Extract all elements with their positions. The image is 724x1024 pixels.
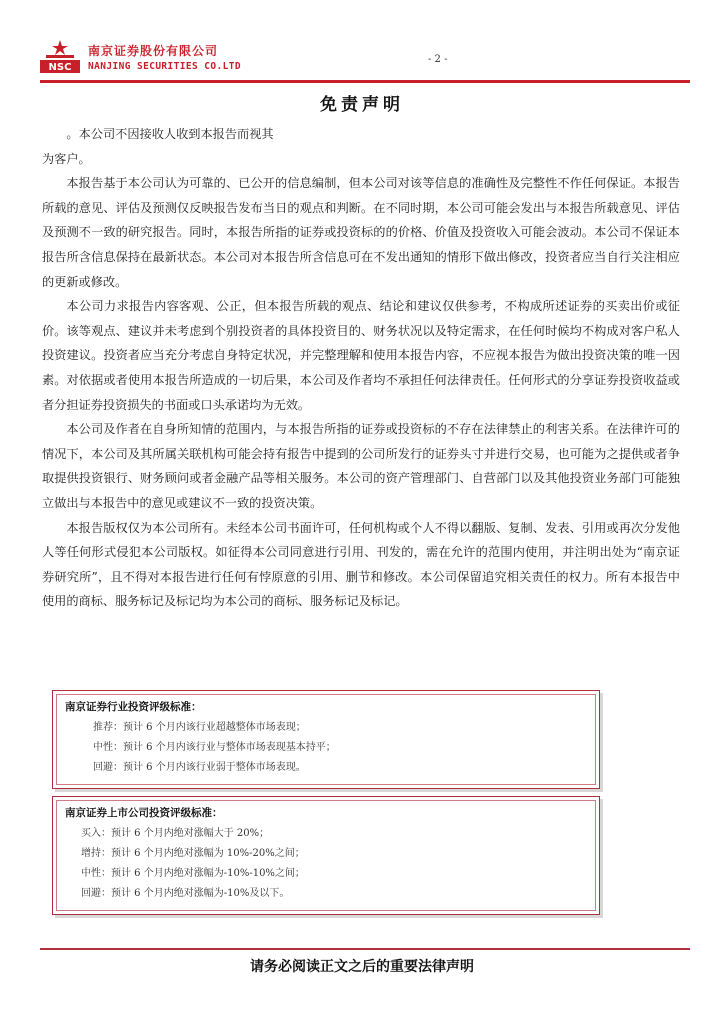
industry-rating-title: 南京证券行业投资评级标准：	[65, 701, 202, 713]
company-name-cn: 南京证券股份有限公司	[88, 44, 219, 58]
industry-rating-box	[52, 690, 600, 789]
header-divider	[40, 80, 690, 83]
paragraph: 。本公司不因接收人收到本报告而视其	[66, 127, 274, 141]
industry-rating-item: 推荐：预计 6 个月内该行业超越整体市场表现；	[93, 722, 306, 733]
footer-divider	[40, 948, 690, 950]
page-header	[40, 38, 690, 78]
company-rating-item: 回避：预计 6 个月内绝对涨幅为-10%及以下。	[81, 888, 290, 899]
paragraph: 本公司力求报告内容客观、公正，但本报告所载的观点、结论和建议仅供参考，不构成所述证券的买卖出价或征价。该等观点、建议并未考虑到个别投资者的具体投资目的、财务状况以及特定需求，在任何时候均不构成对客户私人投资建议。投资者应当充分考虑自身特定状况，并完整理解和使用本报告内容，不应视本报告为做出投资决策的唯一因素。对依据或者使用本报告所造成的一切后果，本公司及作者均不承担任何法律责任。任何形式的分享证券投资收益或者分担证券投资损失的书面或口头承诺均为无效。	[42, 299, 680, 412]
company-name-en: NANJING SECURITIES CO.LTD	[88, 61, 241, 72]
paragraph: 本报告版权仅为本公司所有。未经本公司书面许可，任何机构或个人不得以翻版、复制、发表、引用或再次分发他人等任何形式侵犯本公司版权。如征得本公司同意进行引用、刊发的，需在允许的范围内使用，并注明出处为“南京证券研究所”，且不得对本报告进行任何有悖原意的引用、删节和修改。本公司保留追究相关责任的权力。所有本报告中使用的商标、服务标记及标记均为本公司的商标、服务标记及标记。	[42, 520, 680, 609]
footer-notice: 请务必阅读正文之后的重要法律声明	[250, 959, 474, 975]
nsc-logo-icon	[40, 38, 80, 74]
paragraph: 本公司及作者在自身所知情的范围内，与本报告所指的证券或投资标的不存在法律禁止的利害关系。在法律许可的情况下，本公司及其所属关联机构可能会持有报告中提到的公司所发行的证券头寸并进行交易，也可能为之提供或者争取提供投资银行、财务顾问或者金融产品等相关服务。本公司的资产管理部门、自营部门以及其他投资业务部门可能独立做出与本报告中的意见或建议不一致的投资决策。	[42, 422, 680, 510]
company-rating-box	[52, 796, 600, 915]
company-rating-item: 增持：预计 6 个月内绝对涨幅为 10%-20%之间；	[81, 848, 305, 859]
industry-rating-item: 中性：预计 6 个月内该行业与整体市场表现基本持平；	[93, 742, 336, 753]
company-rating-item: 买入：预计 6 个月内绝对涨幅大于 20%；	[81, 828, 270, 839]
company-rating-item: 中性：预计 6 个月内绝对涨幅为-10%-10%之间；	[81, 868, 305, 879]
logo-text: NSC	[48, 62, 72, 73]
page-title: 免责声明	[320, 95, 404, 115]
company-rating-title: 南京证券上市公司投资评级标准：	[65, 807, 223, 819]
disclaimer-body	[42, 122, 680, 614]
page-number: - 2 -	[428, 54, 448, 65]
paragraph: 为客户。	[42, 151, 91, 166]
paragraph: 本报告基于本公司认为可靠的、已公开的信息编制，但本公司对该等信息的准确性及完整性不作任何保证。本报告所载的意见、评估及预测仅反映报告发布当日的观点和判断。在不同时期，本公司可能会发出与本报告所载意见、评估及预测不一致的研究报告。同时，本报告所指的证券或投资标的的价格、价值及投资收入可能会波动。本公司不保证本报告所含信息保持在最新状态。本公司对本报告所含信息可在不发出通知的情形下做出修改，投资者应当自行关注相应的更新或修改。	[42, 176, 680, 289]
industry-rating-item: 回避：预计 6 个月内该行业弱于整体市场表现。	[93, 762, 306, 773]
